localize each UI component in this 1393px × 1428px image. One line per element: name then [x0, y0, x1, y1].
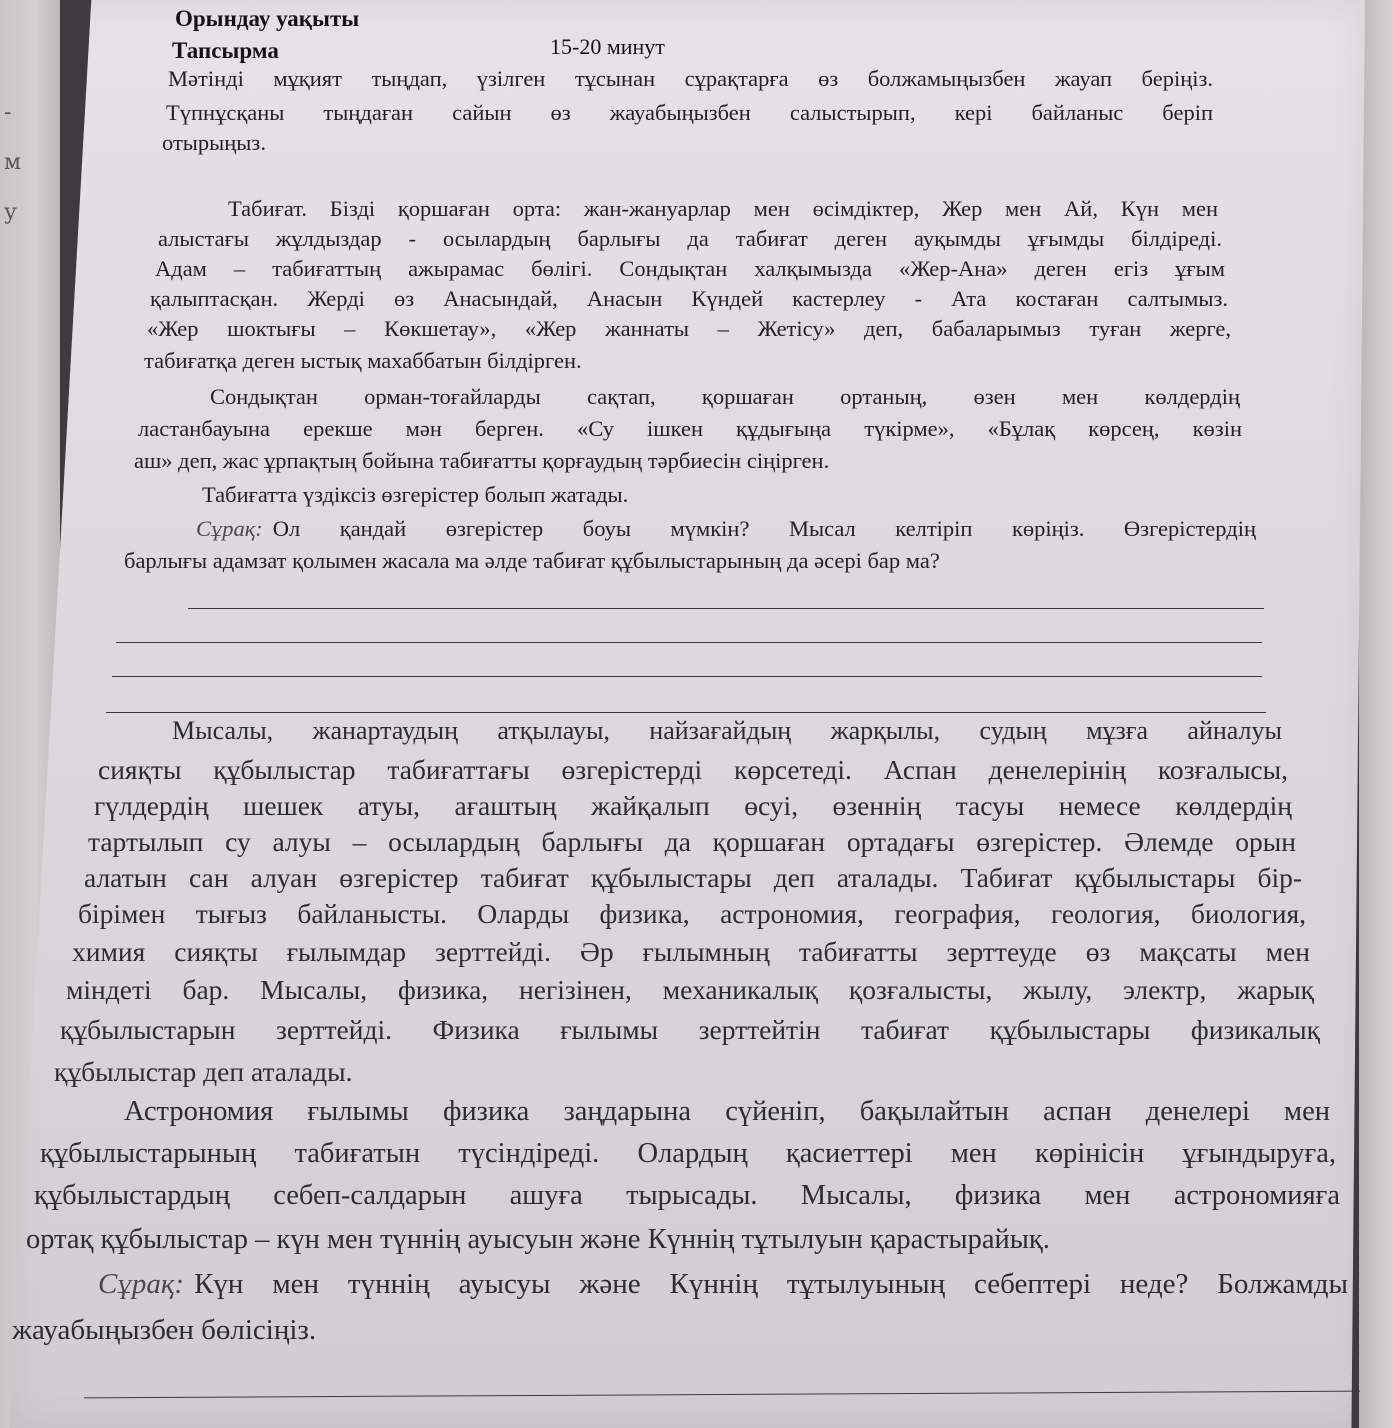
question-2-line-2: жауабыңызбен бөлісіңіз. [12, 1314, 317, 1346]
paragraph-line: аш» деп, жас ұрпақтың бойына табиғатты қорғаудың тәрбиесін сіңірген. [134, 448, 830, 473]
question-2-text: Күн мен түннің ауысуы және Күннің тұтылуының себептері неде? Болжамды [194, 1268, 1348, 1300]
question-2-line [98, 1270, 1348, 1299]
paragraph-line: қалыптасқан. Жерді өз Анасындай, Анасын Күндей кастерлеу - Ата костаған салтымыз. [150, 286, 1228, 311]
paragraph-line: табиғатқа деген ыстық махаббатын білдірген. [144, 348, 582, 373]
paragraph-line: құбылыстарының табиғатын түсіндіреді. Олардың қасиеттері мен көрінісін ұғындыруға, [40, 1138, 1336, 1169]
question-1-line-2: барлығы адамзат қолымен жасала ма әлде табиғат құбылыстарының да әсері бар ма? [124, 548, 940, 573]
paragraph-line: Адам – табиғаттың ажырамас бөлігі. Сондықтан халқымызда «Жер-Ана» деген егіз ұғым [155, 256, 1225, 281]
instruction-line: отырыңыз. [162, 130, 266, 155]
instruction-line: Мәтінді мұқият тыңдап, үзілген тұсынан сұрақтарға өз болжамыңызбен жауап беріңіз. [168, 66, 1213, 91]
paragraph-line: Мысалы, жанартаудың атқылауы, найзағайдың жарқылы, судың мұзға айналуы [172, 716, 1282, 745]
margin-mark: м [4, 150, 22, 175]
task-label: Тапсырма [172, 38, 279, 63]
answer-line [106, 712, 1266, 713]
paragraph-line: гүлдердің шешек атуы, ағаштың жайқалып өсуі, өзеннің тасуы немесе көлдердің [94, 790, 1292, 821]
answer-line [112, 676, 1262, 677]
question-1-label: Сұрақ: [196, 516, 263, 541]
paragraph-line: тартылып су алуы – осылардың барлығы да қоршаған ортадағы өзгерістер. Әлемде орын [88, 826, 1296, 857]
paragraph-line: алыстағы жұлдыздар - осылардың барлығы да табиғат деген ауқымды ұғымды білдіреді. [158, 226, 1222, 251]
answer-line [116, 642, 1262, 643]
paragraph-line: Табиғатта үздіксіз өзгерістер болып жатады. [202, 482, 629, 507]
paragraph-line: ортақ құбылыстар – күн мен түннің ауысуын және Күннің тұтылуын қарастырайық. [26, 1224, 1050, 1255]
paragraph-line: құбылыстардың себеп-салдарын ашуға тырысады. Мысалы, физика мен астрономияға [34, 1180, 1340, 1211]
question-2-label: Сұрақ: [98, 1268, 185, 1300]
paragraph-line: Табиғат. Бізді қоршаған орта: жан-жануарлар мен өсімдіктер, Жер мен Ай, Күн мен [228, 196, 1218, 221]
paragraph-line: «Жер шоктығы – Көкшетау», «Жер жаннаты – Жетісу» деп, бабаларымыз туған жерге, [147, 316, 1231, 341]
question-1-text: Ол қандай өзгерістер боуы мүмкін? Мысал келтіріп көріңіз. Өзгерістердің [272, 516, 1256, 541]
paragraph-line: ластанбауына ерекше мән берген. «Су ішкен құдығыңа түкірме», «Бұлақ көрсең, көзін [138, 416, 1242, 441]
time-label: Орындау уақыты [175, 6, 360, 31]
margin-mark: у [4, 200, 17, 225]
paragraph-line: құбылыстарын зерттейді. Физика ғылымы зерттейтін табиғат құбылыстары физикалық [60, 1014, 1320, 1045]
paragraph-line: сияқты құбылыстар табиғаттағы өзгерістерді көрсетеді. Аспан денелерінің козғалысы, [98, 754, 1288, 785]
paragraph-line: Сондықтан орман-тоғайларды сақтап, қоршаған ортаның, өзен мен көлдердің [210, 384, 1240, 409]
question-1-line [196, 518, 1256, 541]
paragraph-line: бірімен тығыз байланысты. Оларды физика, астрономия, география, геология, биология, [78, 898, 1306, 929]
paragraph-line: алатын сан алуан өзгерістер табиғат құбылыстары деп аталады. Табиғат құбылыстары бір- [84, 862, 1302, 893]
paragraph-line: міндеті бар. Мысалы, физика, негізінен, механикалық қозғалысты, жылу, электр, жарық [66, 974, 1314, 1005]
paragraph-line: химия сияқты ғылымдар зерттейді. Әр ғылымның табиғатты зерттеуде өз мақсаты мен [72, 936, 1310, 967]
answer-line [188, 608, 1264, 609]
paragraph-line: Астрономия ғылымы физика заңдарына сүйеніп, бақылайтын аспан денелері мен [124, 1096, 1330, 1127]
duration-text: 15-20 минут [550, 34, 665, 59]
answer-line [84, 1391, 1360, 1399]
instruction-line: Түпнұсқаны тыңдаған сайын өз жауабыңызбен салыстырып, кері байланыс беріп [166, 100, 1213, 125]
margin-mark: - [4, 100, 12, 125]
paragraph-line: құбылыстар деп аталады. [54, 1056, 353, 1087]
